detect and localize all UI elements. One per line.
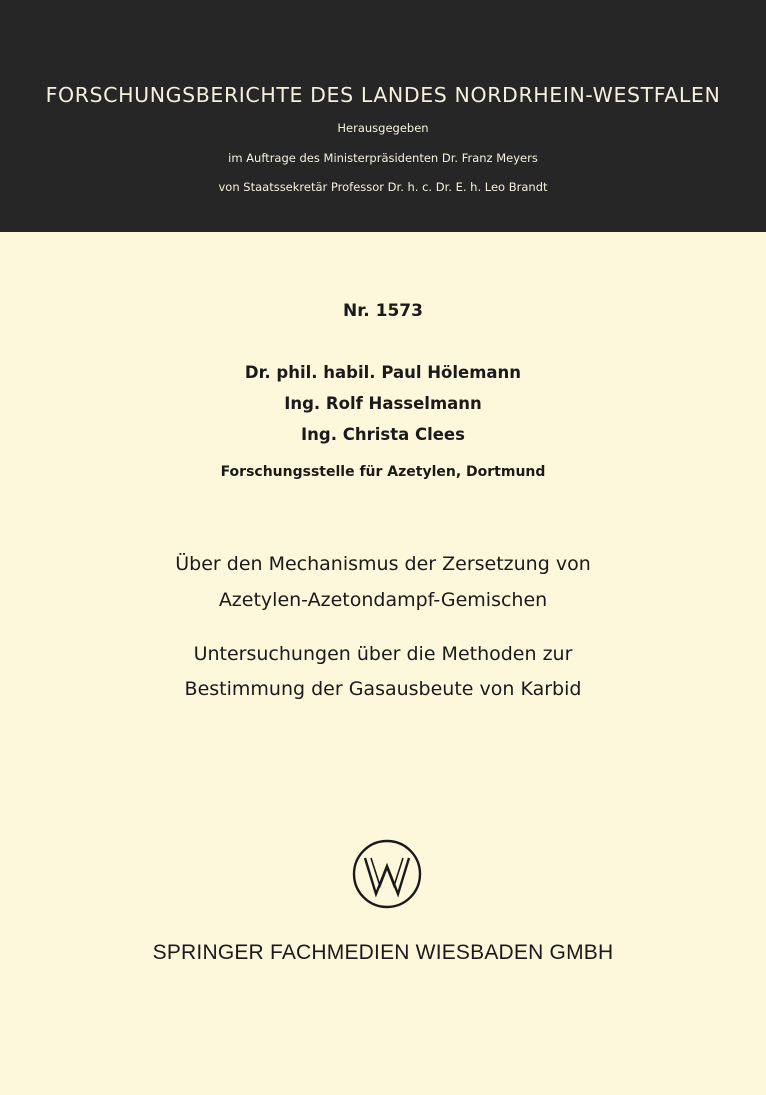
editor-line-2: im Auftrage des Ministerpräsidenten Dr. Franz Meyers <box>228 151 538 165</box>
title-line-1: Über den Mechanismus der Zersetzung von <box>175 553 591 575</box>
subtitle-line-1: Untersuchungen über die Methoden zur <box>193 643 573 665</box>
publisher-name: SPRINGER FACHMEDIEN WIESBADEN GMBH <box>152 941 614 964</box>
editor-line-3: von Staatssekretär Professor Dr. h. c. Dr. E. h. Leo Brandt <box>218 180 548 194</box>
author-2: Ing. Rolf Hasselmann <box>284 394 482 413</box>
editor-line-1: Herausgegeben <box>337 121 429 135</box>
title-line-2: Azetylen-Azetondampf-Gemischen <box>218 589 548 611</box>
springer-circle-w-logo-icon <box>349 836 425 912</box>
subtitle-line-2: Bestimmung der Gasausbeute von Karbid <box>184 678 582 700</box>
series-title: FORSCHUNGSBERICHTE DES LANDES NORDRHEIN-WESTFALEN <box>45 83 721 107</box>
author-3: Ing. Christa Clees <box>301 425 465 444</box>
institution: Forschungsstelle für Azetylen, Dortmund <box>220 464 546 480</box>
author-1: Dr. phil. habil. Paul Hölemann <box>244 363 522 382</box>
series-header <box>0 0 766 232</box>
report-number: Nr. 1573 <box>343 301 423 321</box>
